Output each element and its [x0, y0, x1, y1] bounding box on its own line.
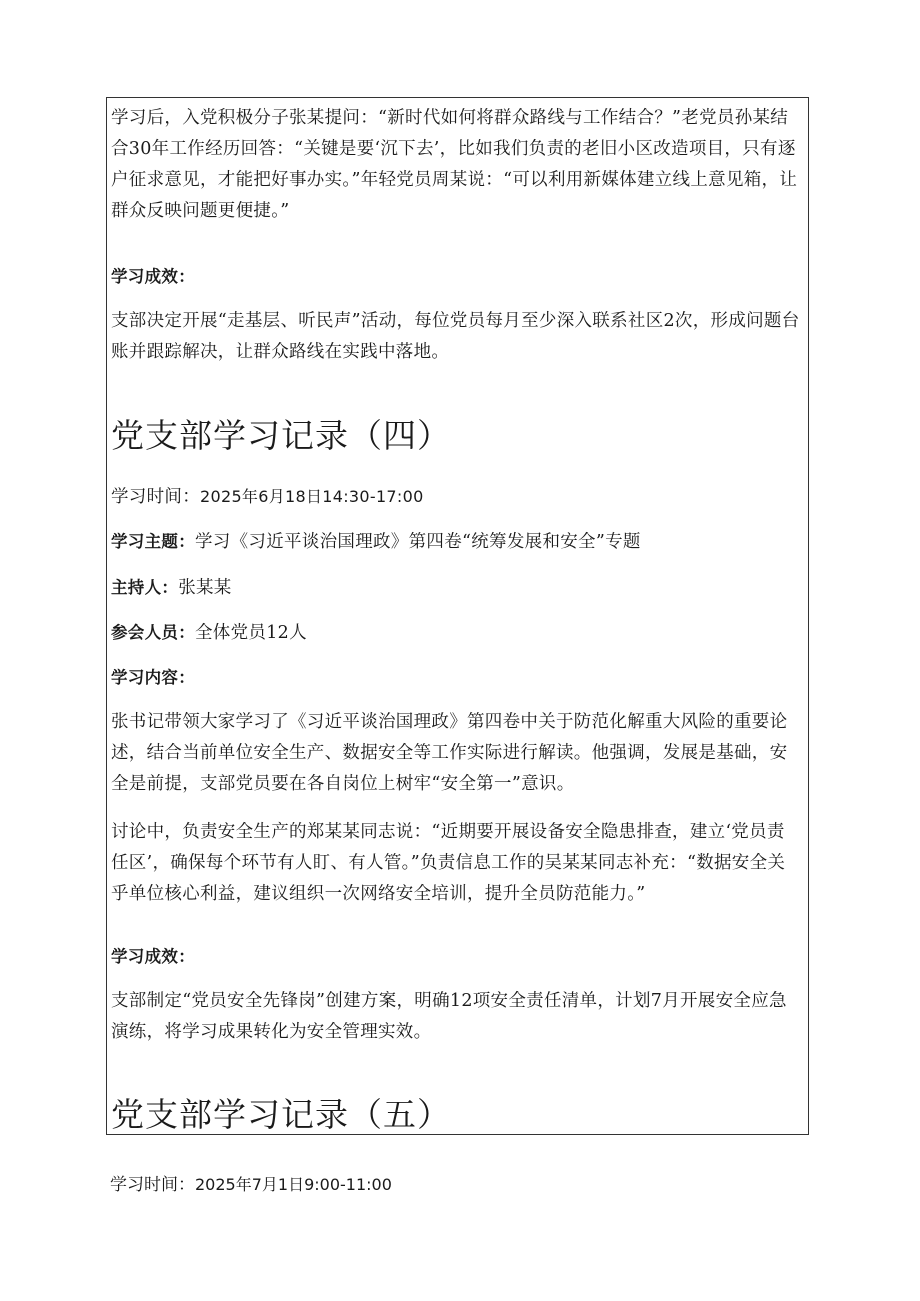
- study-time-label: 学习时间：: [111, 487, 200, 507]
- document-frame: [106, 97, 809, 1135]
- study-time-value: 2025年6月18日14:30-17:00: [200, 487, 424, 506]
- results-label: 学习成效：: [111, 267, 195, 286]
- content-label: 学习内容：: [111, 668, 195, 687]
- study-topic-row: [111, 526, 801, 558]
- study-topic-value: 学习《习近平谈治国理政》第四卷“统筹发展和安全”专题: [195, 532, 641, 552]
- host-value: 张某某: [178, 578, 232, 598]
- results-label-4: 学习成效：: [111, 947, 195, 966]
- results-paragraph-4: 支部制定“党员安全先锋岗”创建方案，明确12项安全责任清单，计划7月开展安全应急演练，将学习成果转化为安全管理实效。: [111, 991, 787, 1042]
- content-paragraph-2: 讨论中，负责安全生产的郑某某同志说：“近期要开展设备安全隐患排查，建立‘党员责任区’，确保每个环节有人盯、有人管。”负责信息工作的吴某某同志补充：“数据安全关乎单位核心利益，建议组织一次网络安全培训，提升全员防范能力。”: [111, 822, 786, 904]
- record-five-title: 党支部学习记录（五）: [111, 1095, 451, 1134]
- results-paragraph: 支部决定开展“走基层、听民声”活动，每位党员每月至少深入联系社区2次，形成问题台账并跟踪解决，让群众路线在实践中落地。: [111, 311, 800, 362]
- record-five-time-value: 2025年7月1日9:00-11:00: [195, 1175, 392, 1194]
- record-five-time-row: [110, 1171, 392, 1199]
- record-five-time-label: 学习时间：: [110, 1175, 195, 1195]
- attendees-label: 参会人员：: [111, 623, 195, 642]
- host-row: [111, 572, 801, 604]
- study-time-row: [111, 481, 801, 513]
- attendees-value: 全体党员12人: [195, 623, 307, 643]
- host-label: 主持人：: [111, 578, 179, 597]
- discussion-paragraph: 学习后，入党积极分子张某提问：“新时代如何将群众路线与工作结合？”老党员孙某结合30年工作经历回答：“关键是要‘沉下去’，比如我们负责的老旧小区改造项目，只有逐户征求意见，才能把好事办实。”年轻党员周某说：“可以利用新媒体建立线上意见箱，让群众反映问题更便捷。”: [111, 108, 798, 221]
- attendees-row: [111, 617, 801, 649]
- study-topic-label: 学习主题：: [111, 532, 195, 551]
- content-paragraph-1: 张书记带领大家学习了《习近平谈治国理政》第四卷中关于防范化解重大风险的重要论述，结合当前单位安全生产、数据安全等工作实际进行解读。他强调，发展是基础，安全是前提，支部党员要在各自岗位上树牢“安全第一”意识。: [111, 712, 788, 794]
- record-four-title: 党支部学习记录（四）: [111, 416, 451, 455]
